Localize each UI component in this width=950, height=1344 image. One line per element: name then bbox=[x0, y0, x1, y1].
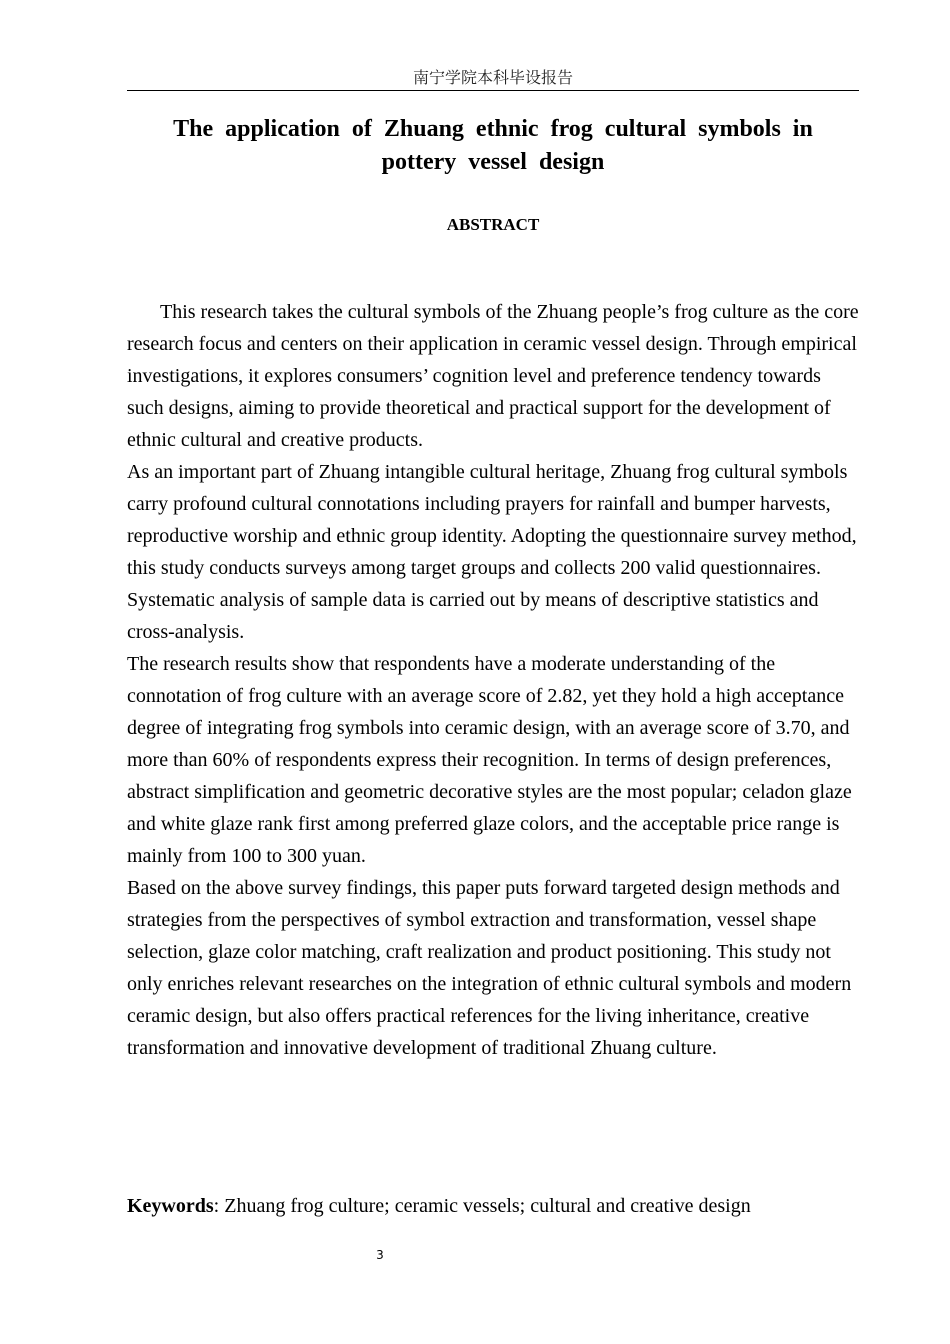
page-number: 3 bbox=[376, 1248, 384, 1262]
abstract-body bbox=[127, 296, 859, 1064]
keywords-separator: : bbox=[213, 1195, 225, 1217]
keywords-label: Keywords bbox=[127, 1195, 214, 1217]
abstract-paragraph-2: As an important part of Zhuang intangible cultural heritage, Zhuang frog cultural symbols carry profound cultural connotations including prayers for rainfall and bumper harvests, reproductive worship and ethnic group identity. Adopting the questionnaire survey method, this study conducts surveys among target groups and collects 200 valid questionnaires. Systematic analysis of sample data is carried out by means of descriptive statistics and cross-analysis. bbox=[127, 461, 857, 643]
abstract-heading: ABSTRACT bbox=[446, 215, 540, 234]
abstract-paragraph-3: The research results show that respondents have a moderate understanding of the connotation of frog culture with an average score of 2.82, yet they hold a high acceptance degree of integrating frog symbols into ceramic design, with an average score of 3.70, and more than 60% of respondents express their recognition. In terms of design preferences, abstract simplification and geometric decorative styles are the most popular; celadon glaze and white glaze rank first among preferred glaze colors, and the acceptable price range is mainly from 100 to 300 yuan. bbox=[127, 653, 852, 867]
abstract-paragraph-1: This research takes the cultural symbols of the Zhuang people’s frog culture as the core research focus and centers on their application in ceramic vessel design. Through empirical investigations, it explores consumers’ cognition level and preference tendency towards such designs, aiming to provide theoretical and practical support for the development of ethnic cultural and creative products. bbox=[127, 301, 859, 451]
abstract-paragraph-4: Based on the above survey findings, this paper puts forward targeted design methods and strategies from the perspectives of symbol extraction and transformation, vessel shape selection, glaze color matching, craft realization and product positioning. This study not only enriches relevant researches on the integration of ethnic cultural symbols and modern ceramic design, but also offers practical references for the living inheritance, creative transformation and innovative development of traditional Zhuang culture. bbox=[127, 877, 852, 1059]
running-header: 南宁学院本科毕设报告 bbox=[412, 68, 573, 87]
keywords-text: Zhuang frog culture; ceramic vessels; cultural and creative design bbox=[224, 1195, 751, 1217]
header-rule bbox=[127, 90, 859, 91]
keywords-line bbox=[127, 1190, 859, 1222]
paper-title: The application of Zhuang ethnic frog cultural symbols in pottery vessel design bbox=[173, 116, 813, 175]
